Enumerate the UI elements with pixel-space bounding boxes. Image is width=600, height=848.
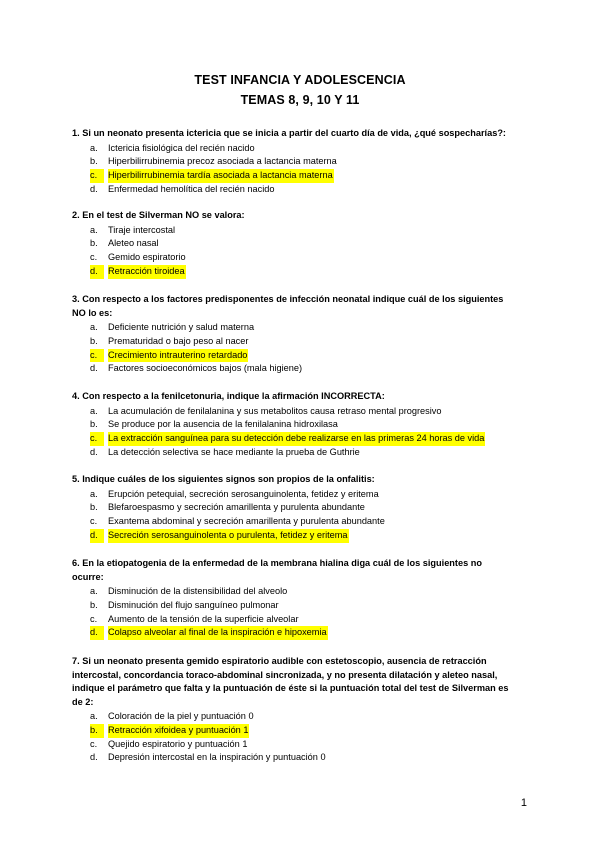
option-text: Exantema abdominal y secreción amarillenta y purulenta abundante [108, 516, 385, 527]
option-c [72, 515, 532, 529]
option-text: Se produce por la ausencia de la fenilalanina hidroxilasa [108, 419, 338, 430]
option-text: Erupción petequial, secreción serosanguinolenta, fetidez y eritema [108, 488, 379, 499]
question-text: 5. Indique cuáles de los siguientes signos son propios de la onfalitis: [72, 474, 375, 484]
option-text: Ictericia fisiológica del recién nacido [108, 142, 255, 153]
option-b-highlighted [72, 724, 532, 738]
option-text: Hiperbilirrubinemia precoz asociada a lactancia materna [108, 156, 337, 167]
option-c-highlighted [72, 432, 532, 446]
option-letter: b. [90, 599, 98, 610]
question-3 [72, 293, 532, 376]
option-letter: a. [90, 224, 98, 235]
option-text: Disminución de la distensibilidad del alveolo [108, 586, 288, 596]
option-letter: d. [90, 626, 104, 640]
option-letter: d. [90, 183, 98, 194]
question-text: 2. En el test de Silverman NO se valora: [72, 210, 245, 220]
question-4 [72, 390, 532, 460]
document-subtitle: TEMAS 8, 9, 10 Y 11 [240, 93, 360, 107]
option-d [72, 183, 532, 197]
option-text: Retracción tiroidea [108, 265, 186, 279]
option-letter: b. [90, 238, 98, 249]
option-letter: c. [90, 252, 98, 263]
option-a [72, 585, 532, 599]
option-letter: d. [90, 446, 98, 457]
option-text: La extracción sanguínea para su detección debe realizarse en las primeras 24 horas de vida [108, 432, 485, 446]
page-number: 1 [520, 797, 527, 809]
option-letter: c. [90, 516, 98, 527]
option-text: Blefaroespasmo y secreción amarillenta y purulenta abundante [108, 502, 365, 513]
option-text: Crecimiento intrauterino retardado [108, 349, 248, 363]
option-b [72, 237, 532, 251]
question-text: 7. Si un neonato presenta gemido espiratorio audible con estetoscopio, ausencia de retracción intercostal, concordancia toraco-abdominal sincronizada, y no presenta dilatación y aleteo nasal, indique el parámetro que falta y la puntuación de éste si la puntuación total del test de Silverman es de 2: [72, 656, 509, 707]
document-title: TEST INFANCIA Y ADOLESCENCIA [194, 73, 406, 87]
option-b [72, 155, 532, 169]
option-b [72, 335, 532, 349]
question-text: 6. En la etiopatogenia de la enfermedad de la membrana hialina diga cuál de los siguientes no ocurre: [72, 558, 482, 582]
option-text: Retracción xifoidea y puntuación 1 [108, 724, 249, 738]
option-letter: d. [90, 529, 104, 543]
option-text: Colapso alveolar al final de la inspiración e hipoxemia [108, 626, 328, 640]
option-text: Enfermedad hemolítica del recién nacido [108, 183, 275, 194]
option-a [72, 224, 532, 238]
option-letter: a. [90, 322, 98, 332]
answer-options [72, 488, 532, 543]
question-text: 1. Si un neonato presenta ictericia que se inicia a partir del cuarto día de vida, ¿qué sospecharías?: [72, 128, 506, 138]
option-text: Deficiente nutrición y salud materna [108, 322, 255, 332]
question-6 [72, 557, 532, 640]
option-text: Depresión intercostal en la inspiración y puntuación 0 [108, 752, 326, 763]
option-letter: b. [90, 502, 98, 513]
option-text: Tiraje intercostal [108, 224, 176, 235]
option-a [72, 405, 532, 419]
question-5 [72, 473, 532, 543]
question-1 [72, 127, 532, 197]
option-letter: b. [90, 724, 104, 738]
option-letter: a. [90, 405, 98, 416]
option-b [72, 418, 532, 432]
option-text: Factores socioeconómicos bajos (mala higiene) [108, 363, 303, 374]
option-c [72, 738, 532, 752]
option-text: La acumulación de fenilalanina y sus metabolitos causa retraso mental progresivo [108, 405, 442, 416]
answer-options [72, 142, 532, 197]
option-b [72, 501, 532, 515]
option-a [72, 142, 532, 156]
option-text: Gemido espiratorio [108, 252, 186, 263]
answer-options [72, 224, 532, 279]
option-text: Quejido espiratorio y puntuación 1 [108, 738, 248, 749]
option-d [72, 446, 532, 460]
option-d-highlighted [72, 265, 532, 279]
option-d [72, 362, 532, 376]
option-letter: d. [90, 265, 104, 279]
option-a [72, 488, 532, 502]
option-letter: b. [90, 156, 98, 167]
option-letter: d. [90, 363, 98, 374]
option-letter: c. [90, 349, 104, 363]
option-c-highlighted [72, 349, 532, 363]
option-letter: b. [90, 335, 98, 346]
option-letter: c. [90, 738, 98, 749]
answer-options [72, 710, 532, 765]
option-letter: a. [90, 142, 98, 153]
option-text: Aumento de la tensión de la superficie alveolar [108, 613, 299, 624]
option-d [72, 751, 532, 765]
question-7 [72, 655, 532, 765]
option-letter: c. [90, 613, 98, 624]
option-letter: b. [90, 419, 98, 430]
answer-options [72, 585, 532, 640]
option-letter: a. [90, 488, 98, 499]
option-c-highlighted [72, 169, 532, 183]
option-text: Prematuridad o bajo peso al nacer [108, 335, 249, 346]
option-letter: c. [90, 432, 104, 446]
option-letter: a. [90, 711, 98, 721]
option-text: Aleteo nasal [108, 238, 159, 249]
answer-options [72, 321, 532, 376]
option-text: Coloración de la piel y puntuación 0 [108, 711, 254, 721]
option-b [72, 599, 532, 613]
option-c [72, 251, 532, 265]
option-text: Disminución del flujo sanguíneo pulmonar [108, 599, 279, 610]
option-a [72, 710, 532, 724]
option-letter: c. [90, 169, 104, 183]
option-text: La detección selectiva se hace mediante la prueba de Guthrie [108, 446, 360, 457]
option-letter: a. [90, 586, 98, 596]
option-d-highlighted [72, 626, 532, 640]
option-a [72, 321, 532, 335]
answer-options [72, 405, 532, 460]
option-d-highlighted [72, 529, 532, 543]
option-c [72, 613, 532, 627]
question-text: 4. Con respecto a la fenilcetonuria, indique la afirmación INCORRECTA: [72, 391, 385, 401]
option-text: Hiperbilirrubinemia tardía asociada a lactancia materna [108, 169, 334, 183]
option-text: Secreción serosanguinolenta o purulenta, fetidez y eritema [108, 529, 349, 543]
question-text: 3. Con respecto a los factores predisponentes de infección neonatal indique cuál de los siguientes NO lo es: [72, 294, 504, 318]
question-2 [72, 209, 532, 279]
option-letter: d. [90, 752, 98, 763]
